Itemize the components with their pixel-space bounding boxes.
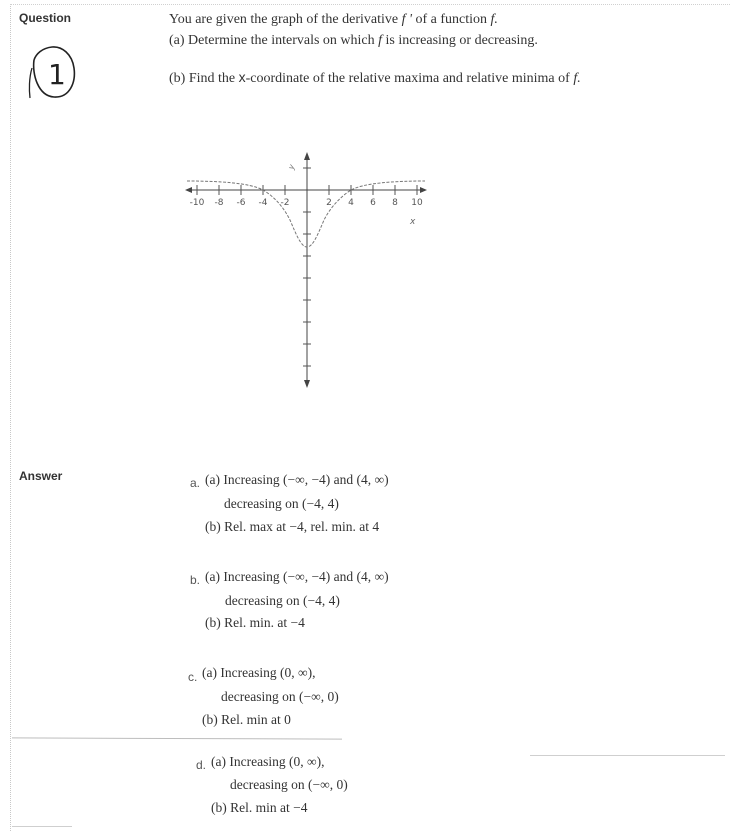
x-axis-right-arrow: [420, 187, 427, 193]
option-line-2: decreasing on (−∞, 0): [230, 777, 348, 792]
question-line-1-text: You are given the graph of the derivative: [169, 12, 402, 27]
question-f: f.: [490, 12, 498, 27]
option-line-3: (b) Rel. min at 0: [202, 712, 291, 727]
x-tick-label: 2: [326, 198, 332, 208]
question-fprime: f ': [401, 12, 413, 27]
option-line-2: decreasing on (−4, 4): [225, 593, 340, 608]
question-line-2-text: (a) Determine the intervals on which: [169, 33, 379, 48]
x-tick-label: 8: [392, 198, 398, 208]
question-x: x: [238, 69, 246, 85]
x-axis-label: x: [410, 217, 416, 227]
x-tick-label: -8: [214, 198, 224, 208]
x-tick-label: 10: [411, 198, 423, 208]
option-line-2: decreasing on (−∞, 0): [221, 689, 339, 704]
y-axis-down-arrow: [304, 380, 310, 388]
derivative-curve: [187, 181, 425, 247]
x-tick-label: 4: [348, 198, 354, 208]
option-line-3: (b) Rel. min at −4: [211, 800, 308, 815]
divider-line: [12, 826, 72, 827]
handwritten-circled-mark: [24, 38, 80, 107]
option-letter: d.: [196, 758, 207, 772]
divider-line: [530, 755, 725, 756]
option-letter: c.: [188, 670, 198, 684]
x-axis-left-arrow: [185, 187, 192, 193]
x-tick-label: -6: [236, 198, 246, 208]
option-line-1: (a) Increasing (0, ∞),: [211, 754, 325, 769]
option-line-1: (a) Increasing (−∞, −4) and (4, ∞): [205, 472, 389, 487]
question-line-2-text2: is increasing or decreasing.: [382, 33, 538, 48]
frame-top-border: [10, 4, 730, 6]
divider-line: [12, 737, 342, 739]
option-line-1: (a) Increasing (−∞, −4) and (4, ∞): [205, 569, 389, 584]
y-axis-up-arrow: [304, 152, 310, 160]
question-label: Question: [19, 11, 72, 25]
question-line-3: [169, 69, 581, 87]
answer-label: Answer: [19, 469, 63, 483]
option-line-3: (b) Rel. min. at −4: [205, 615, 305, 630]
question-line-1-text2: of a function: [412, 12, 491, 27]
handwritten-digit: 1: [48, 58, 66, 91]
x-tick-label: -4: [258, 198, 268, 208]
question-f: f.: [573, 71, 581, 86]
option-line-3: (b) Rel. max at −4, rel. min. at 4: [205, 519, 380, 534]
option-line-1: (a) Increasing (0, ∞),: [202, 665, 316, 680]
x-tick-label: 6: [370, 198, 376, 208]
question-line-1: [169, 12, 498, 28]
option-letter: a.: [190, 476, 201, 490]
frame-left-border: [10, 6, 12, 831]
x-tick-label: -10: [189, 198, 205, 208]
y-axis-label: y: [286, 163, 297, 171]
question-line-2: [169, 33, 538, 49]
question-line-3-text2: -coordinate of the relative maxima and relative minima of: [245, 71, 574, 86]
question-line-3-text: (b) Find the: [169, 71, 239, 86]
question-f: f: [378, 33, 383, 48]
x-tick-label: -2: [280, 198, 290, 208]
derivative-graph: [180, 150, 440, 405]
option-letter: b.: [190, 573, 201, 587]
option-line-2: decreasing on (−4, 4): [224, 496, 339, 511]
